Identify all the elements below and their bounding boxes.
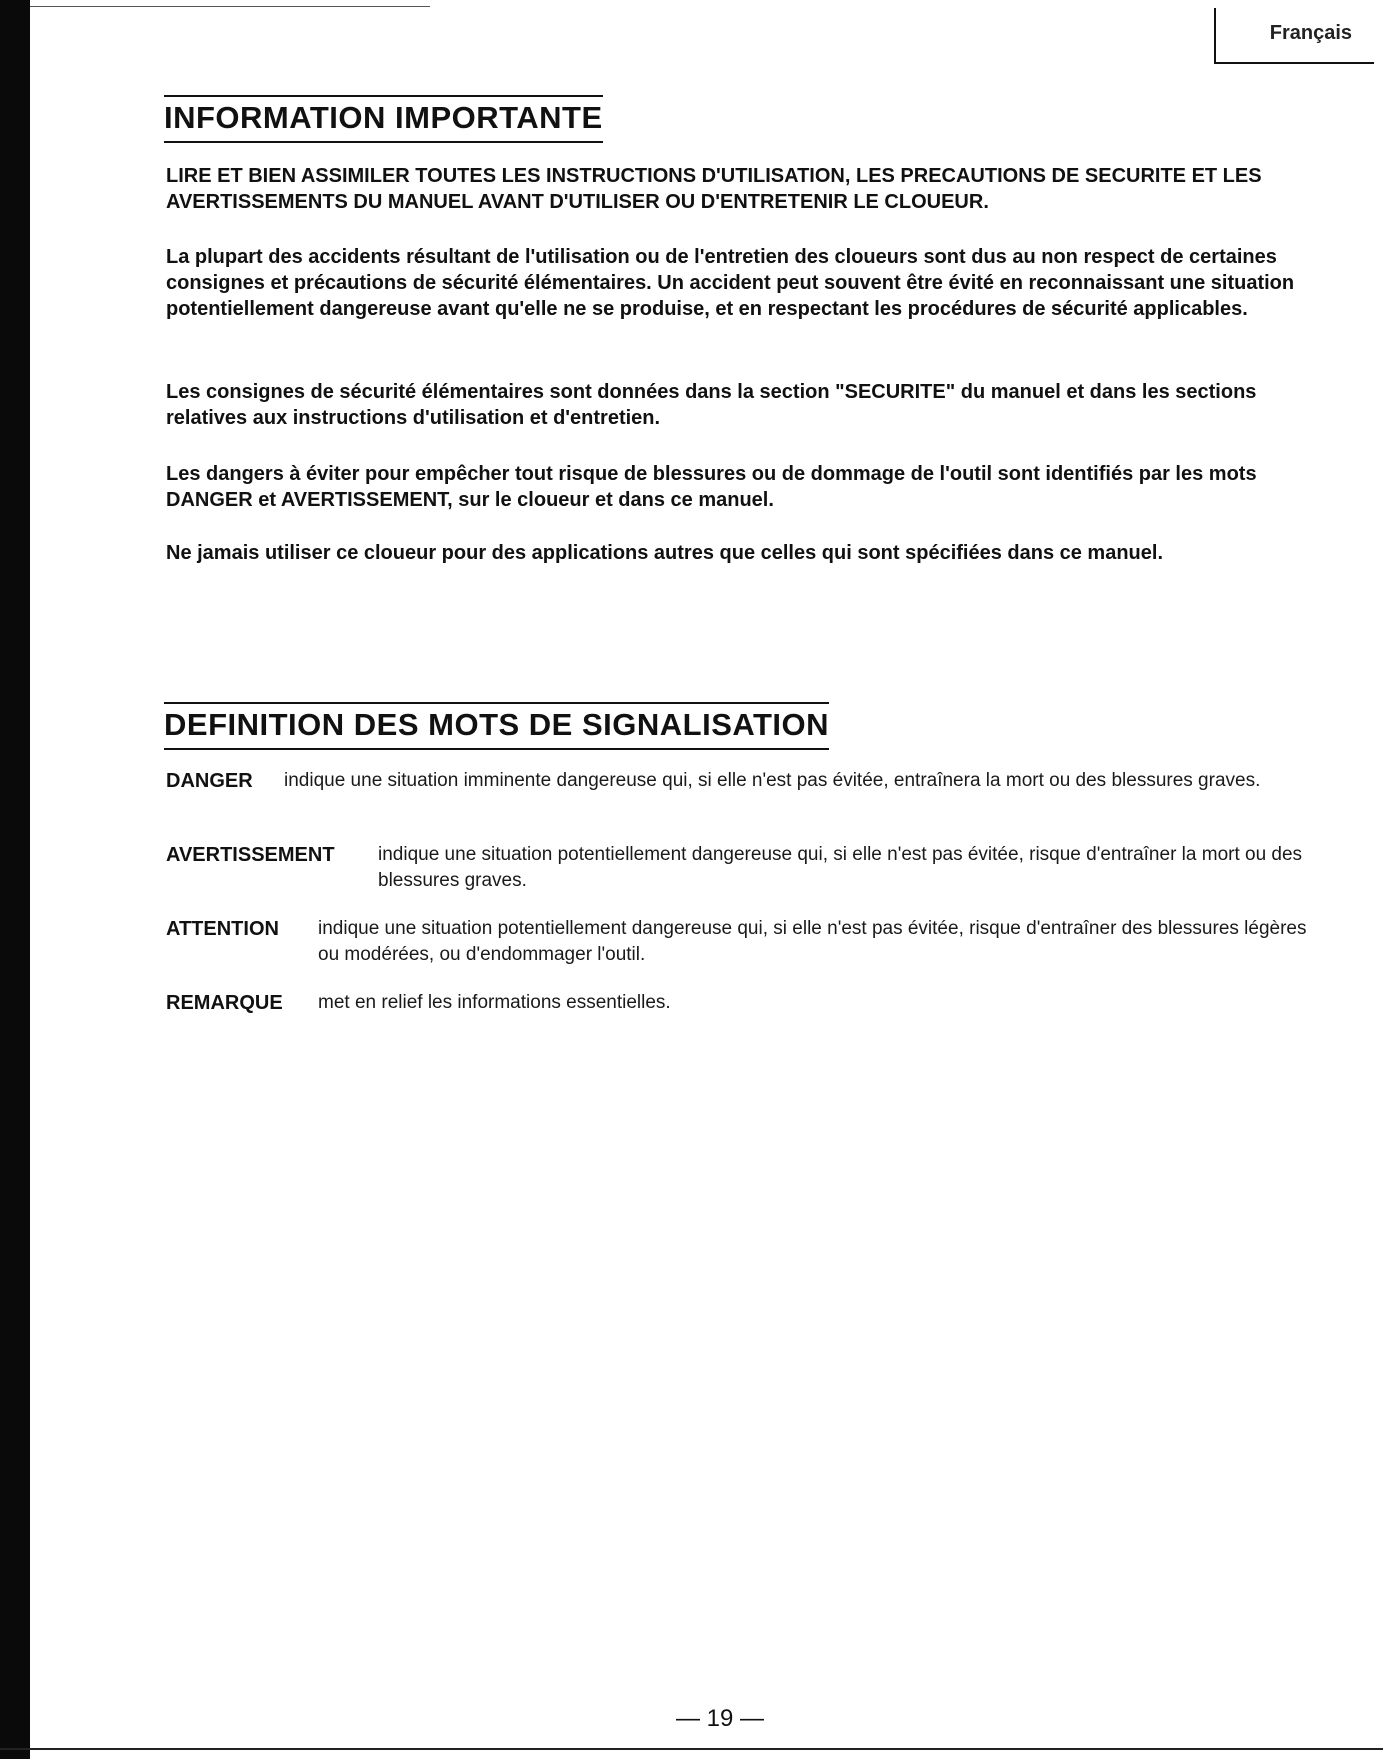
paragraph-never-use: Ne jamais utiliser ce cloueur pour des applications autres que celles qui sont spécifiées dans ce manuel. xyxy=(166,542,1164,564)
definition-term: REMARQUE xyxy=(166,992,283,1014)
scan-edge-bottom xyxy=(0,1748,1383,1750)
paragraph-read-instructions: LIRE ET BIEN ASSIMILER TOUTES LES INSTRUCTIONS D'UTILISATION, LES PRECAUTIONS DE SECURITE ET LES AVERTISSEMENTS DU MANUEL AVANT D'UTILISER OU D'ENTRETENIR LE CLOUEUR. xyxy=(166,165,1262,213)
definition-description: met en relief les informations essentielles. xyxy=(318,992,671,1013)
title-rule-bottom xyxy=(164,141,603,143)
top-rule xyxy=(30,6,430,7)
paragraph-dangers: Les dangers à éviter pour empêcher tout risque de blessures ou de dommage de l'outil sont identifiés par les mots DANGER et AVERTISSEMENT, sur le cloueur et dans ce manuel. xyxy=(166,463,1257,511)
definition-description: indique une situation potentiellement dangereuse qui, si elle n'est pas évitée, risque d'entraîner la mort ou des blessures graves. xyxy=(378,844,1303,891)
definition-term: ATTENTION xyxy=(166,918,279,940)
title-rule-top xyxy=(164,95,603,97)
page-number: — 19 — xyxy=(675,1705,765,1732)
title-rule-top xyxy=(164,702,829,704)
scan-edge-left xyxy=(0,0,30,1759)
title-rule-bottom xyxy=(164,748,829,750)
paragraph-accidents: La plupart des accidents résultant de l'utilisation ou de l'entretien des cloueurs sont dus au non respect de certaines consignes et précautions de sécurité élémentaires. Un accident peut souvent être évité en reconnaissant une situation potentiellement dangereuse avant qu'elle ne se produise, et en respectant les procédures de sécurité applicables. xyxy=(166,246,1295,320)
definition-description: indique une situation potentiellement dangereuse qui, si elle n'est pas évitée, risque d'entraîner des blessures légères ou modérées, ou d'endommager l'outil. xyxy=(318,918,1307,965)
definition-description: indique une situation imminente dangereuse qui, si elle n'est pas évitée, entraînera la mort ou des blessures graves. xyxy=(284,770,1261,791)
section-title-information xyxy=(164,99,603,137)
definition-avertissement xyxy=(166,842,1326,894)
section-title-definitions-text: DEFINITION DES MOTS DE SIGNALISATION xyxy=(164,707,830,742)
language-tab xyxy=(1214,8,1374,64)
definition-remarque xyxy=(166,990,1326,1016)
paragraph-safety-section: Les consignes de sécurité élémentaires sont données dans la section "SECURITE" du manuel et dans les sections relatives aux instructions d'utilisation et d'entretien. xyxy=(166,381,1257,429)
definition-danger xyxy=(166,768,1326,794)
section-title-definitions xyxy=(164,706,829,744)
section-title-information-text: INFORMATION IMPORTANTE xyxy=(164,100,603,135)
definition-attention xyxy=(166,916,1326,968)
definition-term: AVERTISSEMENT xyxy=(166,844,335,866)
definition-term: DANGER xyxy=(166,770,253,792)
language-tab-label: Français xyxy=(1269,22,1352,44)
